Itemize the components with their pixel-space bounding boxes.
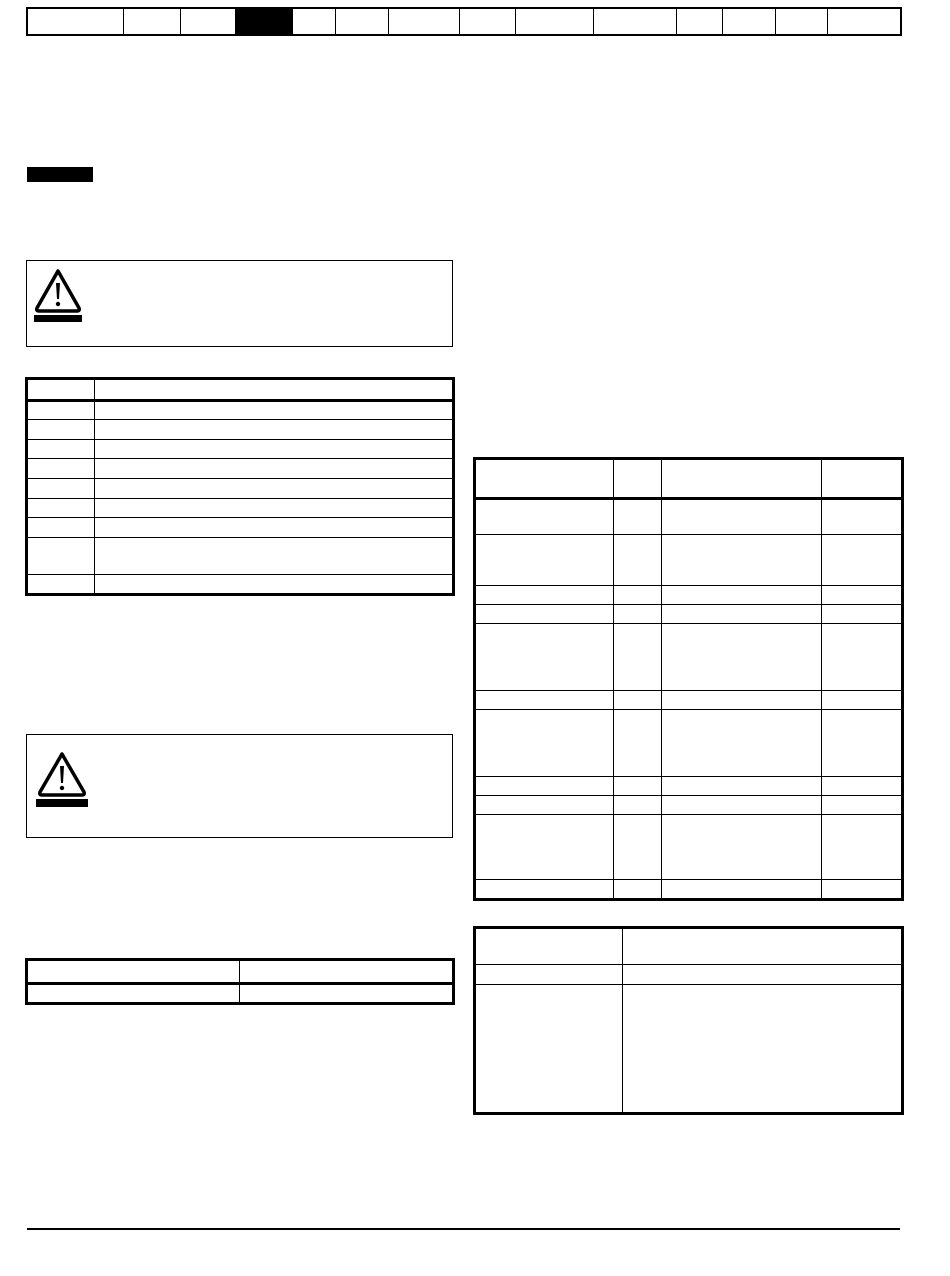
table-row [476,777,902,796]
table-cell [476,777,614,796]
table-row [476,796,902,815]
table-row [476,624,902,691]
table-cell [476,691,614,710]
nav-tab-4-active[interactable] [236,9,293,34]
table-cell [28,459,95,479]
table-header-cell [614,460,662,499]
warning-box [26,260,453,347]
table-cell [28,538,95,575]
table-cell [662,815,822,880]
table-cell [662,624,822,691]
table-cell [614,499,662,535]
table-cell [476,624,614,691]
table-cell [623,965,902,985]
table-cell [614,796,662,815]
table-row [28,420,453,440]
table-header-cell [662,460,822,499]
table-cell [240,984,453,1003]
table-cell [614,880,662,899]
table-cell [95,518,453,538]
table-cell [822,777,902,796]
table-row [28,459,453,479]
table-header-cell [28,961,240,984]
nav-tab-5[interactable] [293,9,336,34]
table-header-cell [28,380,95,401]
table-cell [822,605,902,624]
nav-tab-1[interactable] [28,9,124,34]
section-marker-block [27,167,93,182]
table-cell [476,710,614,777]
table-cell [614,815,662,880]
data-table-right-1 [475,459,902,899]
table-row [28,499,453,518]
table-cell [822,586,902,605]
table-header-row [476,460,902,499]
table-row [476,985,902,1113]
table-header-row [28,380,453,401]
table-cell [822,499,902,535]
table-cell [662,605,822,624]
warning-box [26,734,453,838]
table-header-cell [476,460,614,499]
table-row [28,984,453,1003]
warning-triangle-icon [34,750,90,810]
table-header-cell [95,380,453,401]
table-cell [28,479,95,499]
data-table-left-2 [27,960,453,1003]
nav-tab-6[interactable] [336,9,389,34]
table-cell [476,815,614,880]
table-cell [662,586,822,605]
table-cell [95,499,453,518]
table-row [28,479,453,499]
table-cell [662,880,822,899]
data-table-right-2 [475,928,902,1113]
table-cell [822,535,902,586]
table-row [28,440,453,459]
table-row [28,518,453,538]
table-header-row [28,961,453,984]
table-cell [28,518,95,538]
table-cell [28,984,240,1003]
table-row [28,401,453,420]
nav-tab-9[interactable] [516,9,594,34]
table-cell [95,479,453,499]
table-cell [614,624,662,691]
table-cell [476,965,623,985]
table-cell [28,440,95,459]
table-cell [614,710,662,777]
table-cell [28,499,95,518]
table-cell [822,710,902,777]
table-cell [476,985,623,1113]
table-header-cell [623,929,902,965]
table-row [28,575,453,594]
table-cell [822,691,902,710]
table-row [476,965,902,985]
table-cell [614,777,662,796]
table-cell [28,401,95,420]
table-cell [95,538,453,575]
table-cell [95,459,453,479]
table-cell [822,815,902,880]
table-cell [662,499,822,535]
table-cell [95,401,453,420]
table-cell [476,880,614,899]
table-cell [476,586,614,605]
table-cell [614,691,662,710]
table-row [476,586,902,605]
nav-tab-2[interactable] [124,9,181,34]
table-header-cell [822,460,902,499]
nav-tab-11[interactable] [677,9,723,34]
table-row [476,605,902,624]
table-cell [614,586,662,605]
table-row [476,710,902,777]
top-navigation-bar [26,7,902,36]
table-header-cell [476,929,623,965]
table-row [28,538,453,575]
table-cell [822,796,902,815]
table-cell [476,535,614,586]
table-cell [614,605,662,624]
table-cell [822,880,902,899]
table-cell [476,796,614,815]
nav-tab-8[interactable] [460,9,516,34]
table-cell [476,499,614,535]
nav-tab-13[interactable] [776,9,828,34]
table-cell [476,605,614,624]
table-cell [662,796,822,815]
table-cell [95,440,453,459]
table-cell [95,575,453,594]
table-cell [662,710,822,777]
table-cell [28,575,95,594]
nav-tab-3[interactable] [181,9,236,34]
table-cell [662,691,822,710]
nav-tab-14[interactable] [828,9,900,34]
table-cell [95,420,453,440]
warning-triangle-icon [32,267,84,325]
table-row [476,815,902,880]
table-header-cell [240,961,453,984]
data-table-left-1 [27,379,453,594]
footer-rule [27,1228,900,1230]
nav-tab-7[interactable] [389,9,460,34]
table-row [476,535,902,586]
table-row [476,499,902,535]
table-cell [623,985,902,1113]
table-row [476,880,902,899]
nav-tab-12[interactable] [723,9,776,34]
table-cell [662,535,822,586]
table-row [476,691,902,710]
table-header-row [476,929,902,965]
table-cell [662,777,822,796]
table-cell [822,624,902,691]
nav-tab-10[interactable] [594,9,677,34]
table-cell [28,420,95,440]
table-cell [614,535,662,586]
